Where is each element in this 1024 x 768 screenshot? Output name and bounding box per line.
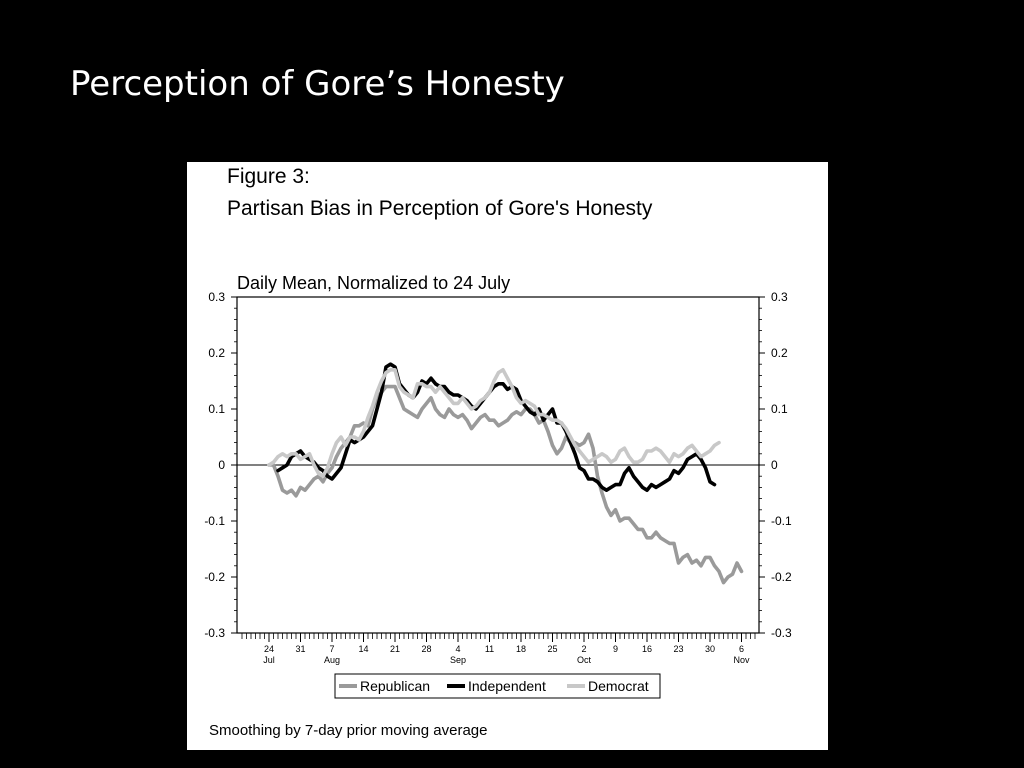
x-tick-label: 18: [515, 644, 527, 654]
y-tick-label: -0.3: [771, 626, 792, 640]
y-tick-label: -0.1: [771, 514, 792, 528]
y-tick-label: 0.3: [771, 290, 788, 304]
x-month-label: Jul: [263, 655, 275, 665]
figure-title: Partisan Bias in Perception of Gore's Honesty: [227, 197, 653, 220]
x-tick-label: 7: [329, 644, 335, 654]
series-layer: [269, 364, 742, 582]
y-tick-label: 0.3: [208, 290, 225, 304]
x-tick-label: 2: [581, 644, 587, 654]
x-tick-label: 6: [738, 644, 745, 654]
x-tick-label: 23: [673, 644, 684, 654]
y-tick-label: -0.1: [204, 514, 225, 528]
y-axis-right: [759, 290, 792, 640]
y-tick-label: -0.3: [204, 626, 225, 640]
y-tick-label: 0: [218, 458, 225, 472]
y-tick-label: 0.1: [208, 402, 225, 416]
x-axis: [242, 633, 755, 665]
figure-panel: [187, 162, 828, 750]
line-chart: [187, 162, 828, 722]
legend: [335, 674, 660, 698]
y-tick-label: 0.1: [771, 402, 788, 416]
slide-title: Perception of Gore’s Honesty: [70, 64, 565, 104]
y-tick-label: -0.2: [204, 570, 225, 584]
x-tick-label: 9: [612, 644, 619, 654]
chart-title: Daily Mean, Normalized to 24 July: [237, 273, 511, 293]
figure-label: Figure 3:: [227, 165, 310, 188]
x-tick-label: 16: [641, 644, 653, 654]
x-tick-label: 25: [547, 644, 558, 654]
series-line-republican: [269, 387, 742, 583]
legend-label-independent: Independent: [468, 678, 546, 694]
y-axis-left: [204, 290, 237, 640]
footnote: Smoothing by 7-day prior moving average: [209, 722, 488, 739]
x-tick-label: 21: [389, 644, 401, 654]
y-tick-label: -0.2: [771, 570, 792, 584]
x-tick-label: 11: [484, 644, 495, 654]
x-month-label: Sep: [449, 655, 467, 665]
x-month-label: Oct: [576, 655, 592, 665]
x-tick-label: 28: [421, 644, 432, 654]
x-tick-label: 4: [455, 644, 461, 654]
y-tick-label: 0: [771, 458, 778, 472]
y-tick-label: 0.2: [771, 346, 788, 360]
x-tick-label: 31: [295, 644, 306, 654]
x-month-label: Nov: [733, 655, 750, 665]
x-tick-label: 30: [704, 644, 716, 654]
y-tick-label: 0.2: [208, 346, 225, 360]
series-line-independent: [278, 364, 715, 490]
legend-label-republican: Republican: [360, 678, 431, 694]
x-tick-label: 24: [263, 644, 275, 654]
legend-label-democrat: Democrat: [588, 678, 649, 694]
x-tick-label: 14: [358, 644, 369, 654]
x-month-label: Aug: [323, 655, 341, 665]
